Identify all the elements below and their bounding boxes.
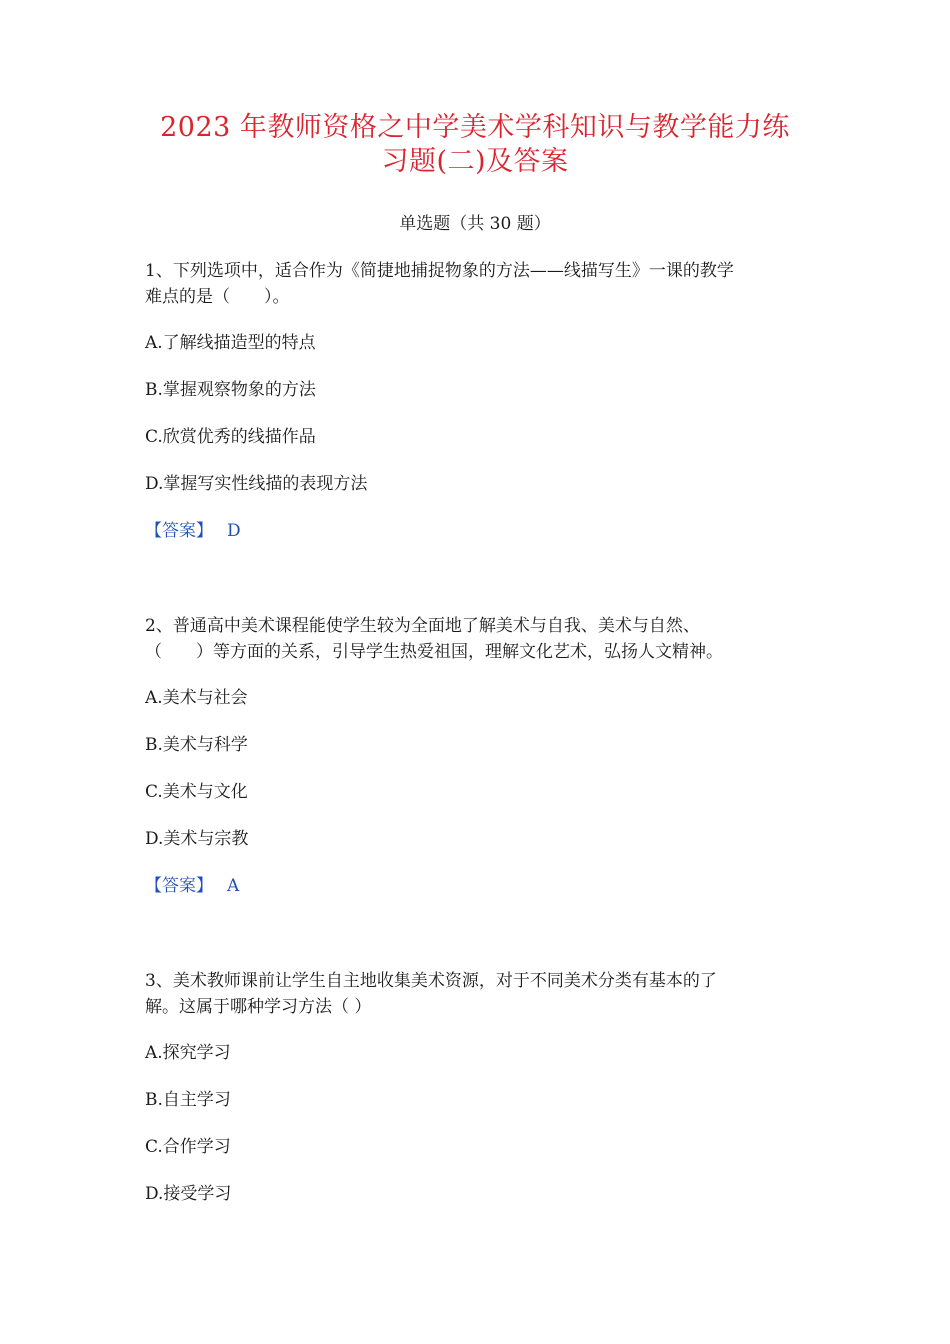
question-3-stem-line1: 3、美术教师课前让学生自主地收集美术资源，对于不同美术分类有基本的了 bbox=[145, 971, 717, 991]
document-title-line2: 习题(二)及答案 bbox=[381, 146, 569, 177]
answer-label: 【答案】 bbox=[145, 876, 213, 896]
question-3-option-a: A.探究学习 bbox=[145, 1043, 231, 1063]
question-2-option-d: D.美术与宗教 bbox=[145, 829, 249, 849]
question-1-stem-line2: 难点的是（ ）。 bbox=[145, 287, 290, 307]
question-1-option-c: C.欣赏优秀的线描作品 bbox=[145, 427, 316, 447]
question-1-option-a: A.了解线描造型的特点 bbox=[145, 333, 316, 353]
question-2-option-a: A.美术与社会 bbox=[145, 688, 248, 708]
question-1-answer bbox=[145, 519, 241, 543]
question-3-option-c: C.合作学习 bbox=[145, 1137, 231, 1157]
question-2-stem-line2: （ ）等方面的关系，引导学生热爱祖国，理解文化艺术，弘扬人文精神。 bbox=[145, 642, 723, 662]
question-1-stem-line1: 1、下列选项中，适合作为《简捷地捕捉物象的方法——线描写生》一课的教学 bbox=[145, 261, 734, 281]
question-2-option-b: B.美术与科学 bbox=[145, 735, 248, 755]
answer-value: A bbox=[227, 876, 240, 896]
question-3-option-d: D.接受学习 bbox=[145, 1184, 232, 1204]
section-heading: 单选题（共 30 题） bbox=[399, 214, 551, 234]
answer-label: 【答案】 bbox=[145, 521, 213, 541]
question-2-option-c: C.美术与文化 bbox=[145, 782, 248, 802]
question-2-stem-line1: 2、普通高中美术课程能使学生较为全面地了解美术与自我、美术与自然、 bbox=[145, 616, 700, 636]
question-2-answer bbox=[145, 874, 239, 898]
question-1-option-b: B.掌握观察物象的方法 bbox=[145, 380, 316, 400]
question-3-option-b: B.自主学习 bbox=[145, 1090, 231, 1110]
question-3-stem-line2: 解。这属于哪种学习方法（ ） bbox=[145, 997, 372, 1017]
document-title-line1: 2023 年教师资格之中学美术学科知识与教学能力练 bbox=[160, 112, 790, 143]
answer-value: D bbox=[227, 521, 241, 541]
question-1-option-d: D.掌握写实性线描的表现方法 bbox=[145, 474, 368, 494]
